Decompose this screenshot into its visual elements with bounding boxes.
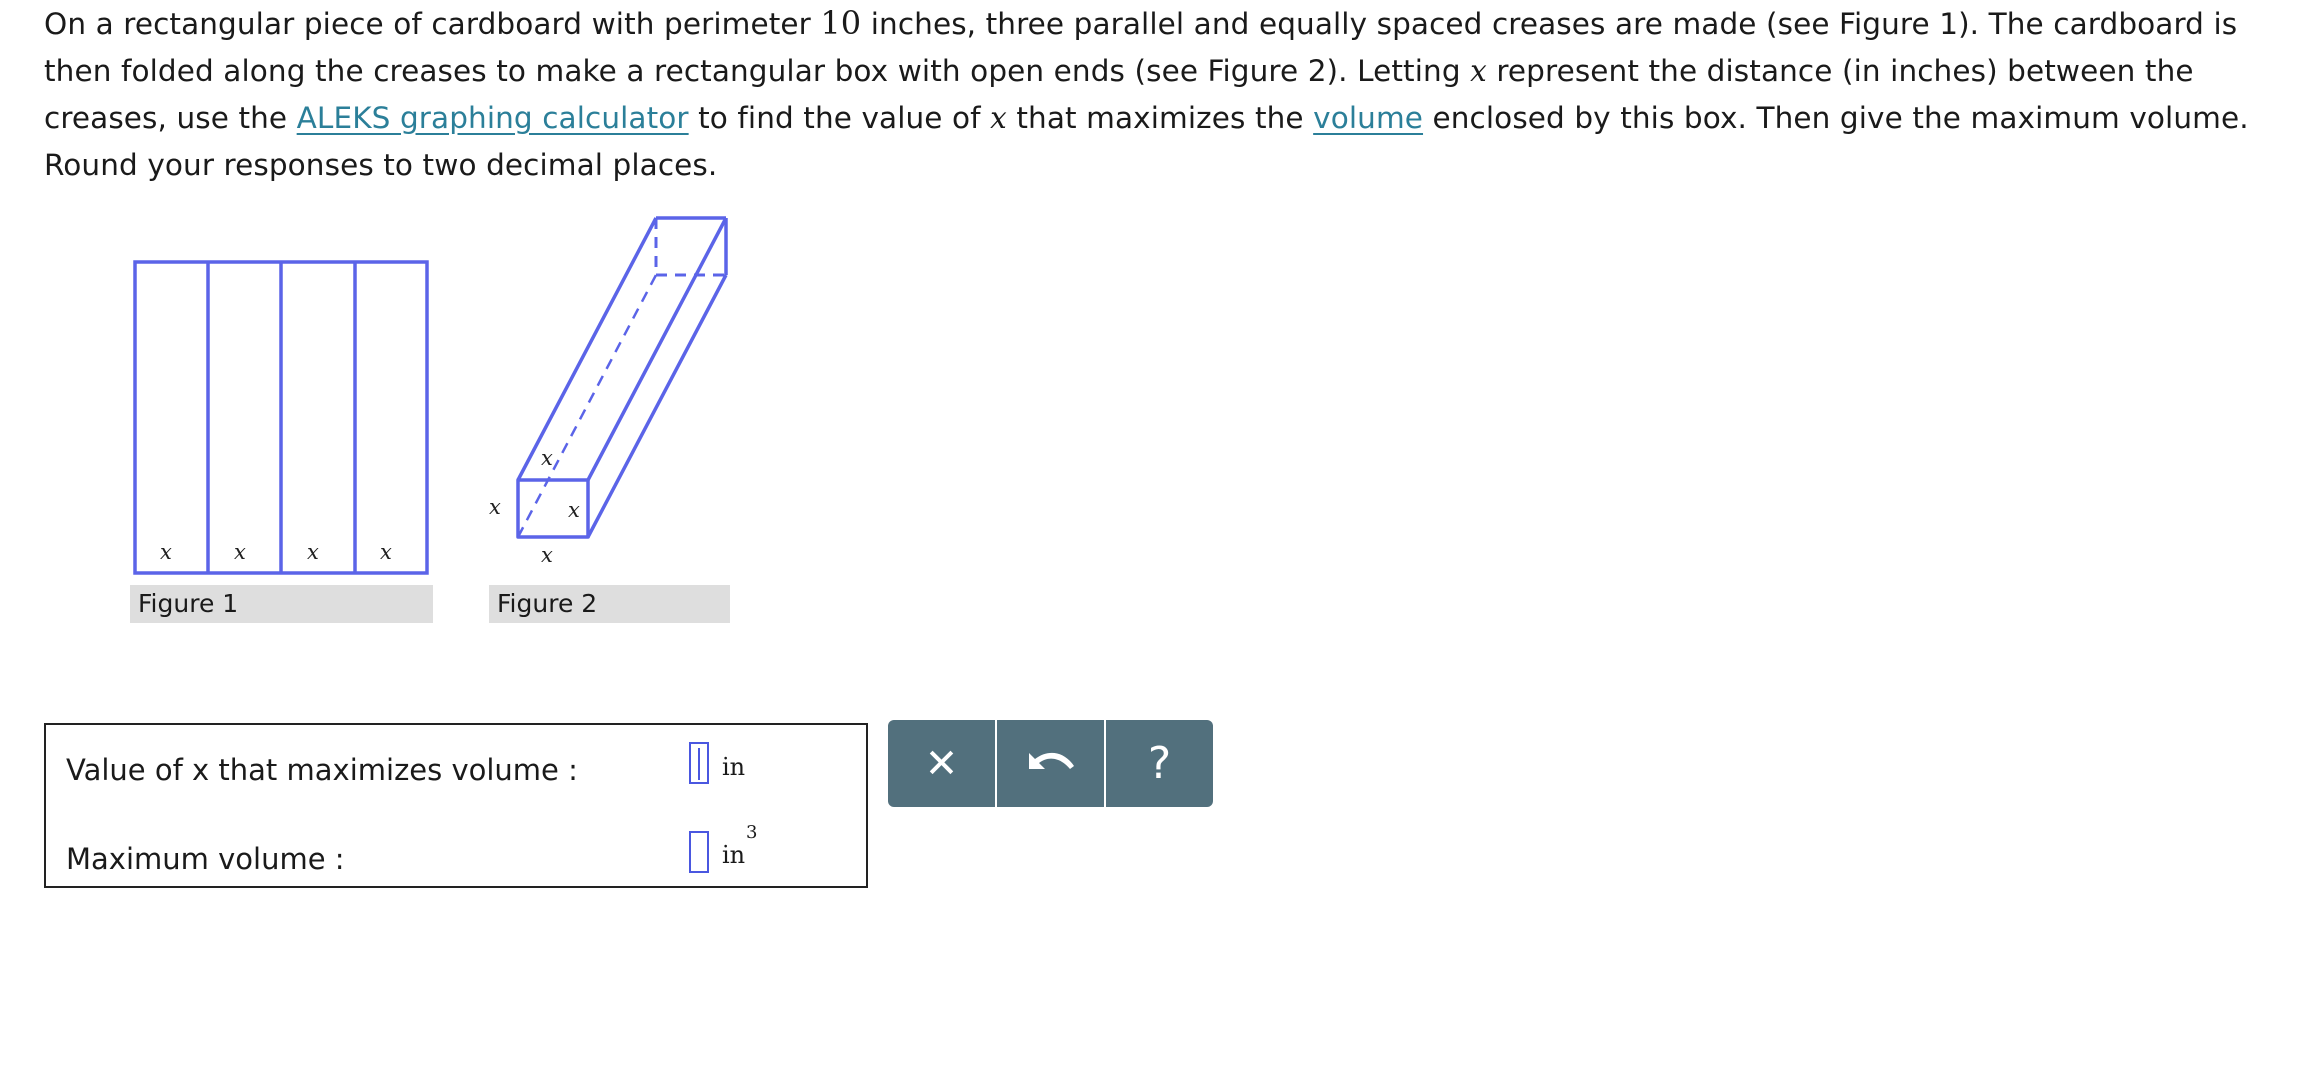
variable-x: x <box>1470 54 1487 88</box>
figure1-label-x: x <box>307 540 319 564</box>
answer-toolbar <box>888 720 1213 807</box>
volume-link[interactable]: volume <box>1313 101 1424 135</box>
problem-text-2: inches, three parallel and equally spaced creases are made (see Figure 1). The cardboard is then folded along the creases to make a rectangular box with open ends (see Figure 2). Letting <box>44 7 2238 88</box>
problem-text-4: to find the value of <box>688 101 991 135</box>
max-volume-unit: in <box>722 841 746 869</box>
figure1-label-x: x <box>234 540 246 564</box>
x-value-unit: in <box>722 753 746 781</box>
undo-button[interactable] <box>997 720 1106 807</box>
max-volume-unit-exponent: 3 <box>746 822 758 843</box>
figure2-label-inner-x: x <box>568 498 580 522</box>
help-button[interactable] <box>1106 720 1213 807</box>
figure1-label-x: x <box>160 540 172 564</box>
figure2-box <box>518 218 726 537</box>
figure1-label-x: x <box>380 540 392 564</box>
problem-text-6: enclosed by this box. Then give the maximum volume. Round your responses to two decimal places. <box>44 101 2249 182</box>
figure1-caption: Figure 1 <box>130 585 433 623</box>
max-volume-input[interactable] <box>689 831 709 873</box>
figure2-label-bottom-x: x <box>541 543 553 567</box>
clear-button[interactable] <box>888 720 997 807</box>
x-value-input[interactable] <box>689 742 709 784</box>
undo-icon <box>1026 747 1076 781</box>
close-icon: ✕ <box>924 740 959 787</box>
variable-x: x <box>990 101 1007 135</box>
answer-panel <box>44 723 868 888</box>
figure2-label-left-x: x <box>489 495 501 519</box>
help-icon: ? <box>1147 738 1172 789</box>
problem-text-3: represent the distance (in inches) between the creases, use the <box>44 54 2194 135</box>
max-volume-label: Maximum volume : <box>66 842 345 876</box>
x-value-label: Value of x that maximizes volume : <box>66 753 578 787</box>
problem-statement <box>44 0 2294 189</box>
figure2-label-top-x: x <box>541 446 553 470</box>
problem-text-5: that maximizes the <box>1006 101 1314 135</box>
figure2-caption: Figure 2 <box>489 585 730 623</box>
perimeter-value: 10 <box>820 4 862 42</box>
graphing-calculator-link[interactable]: ALEKS graphing calculator <box>296 101 689 135</box>
problem-text-1: On a rectangular piece of cardboard with perimeter <box>44 7 821 41</box>
figure1-cardboard <box>135 262 427 573</box>
